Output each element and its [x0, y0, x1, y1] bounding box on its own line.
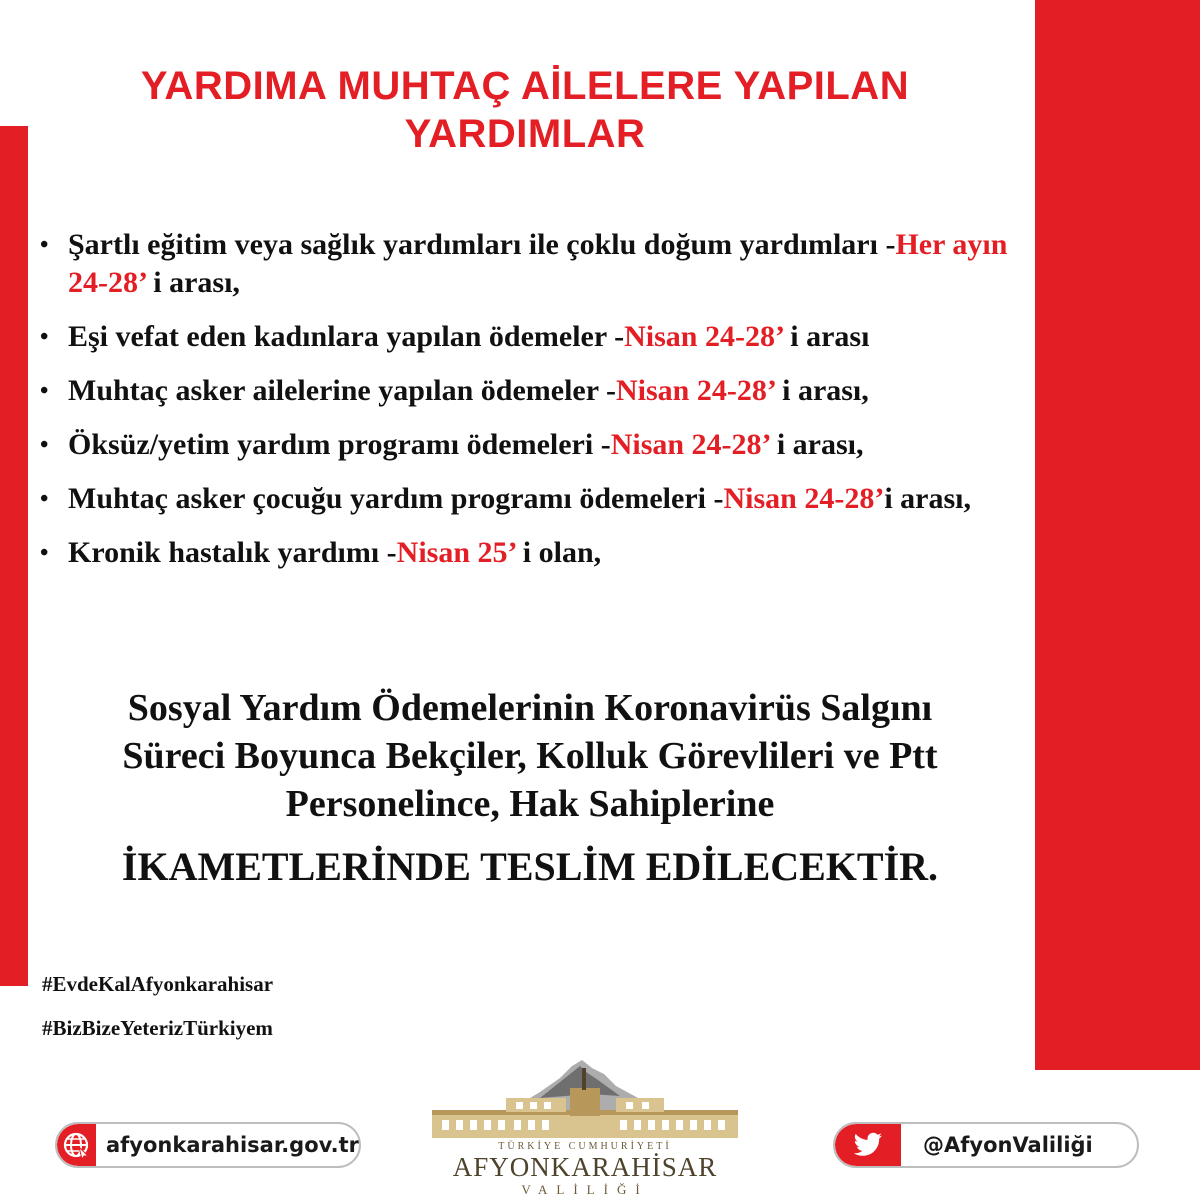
notice-line-3: Personelince, Hak Sahiplerine [285, 783, 775, 825]
hashtag-bizbize[interactable]: #BizBizeYeterizTürkiyem [42, 1016, 273, 1040]
item-date: Nisan 24-28’ [610, 428, 770, 461]
notice-line-1: Sosyal Yardım Ödemelerinin Koronavirüs Salgını [127, 687, 933, 729]
item-suffix: i arası, [884, 482, 971, 515]
castle-illustration-icon [420, 1058, 750, 1142]
page-title [20, 62, 1030, 158]
list-item [36, 226, 1036, 302]
item-text: Kronik hastalık yardımı - [68, 536, 397, 569]
payment-list [36, 226, 1036, 588]
item-text: Öksüz/yetim yardım programı ödemeleri - [68, 428, 611, 461]
notice-text [30, 684, 1030, 828]
list-item [36, 534, 1036, 572]
bullet-icon: • [40, 540, 49, 566]
item-date: Nisan 24-28’ [723, 482, 885, 515]
bullet-icon: • [40, 232, 49, 258]
logo-name: AFYONKARAHİSAR [452, 1152, 718, 1182]
website-link[interactable] [55, 1122, 361, 1168]
title-line-1: YARDIMA MUHTAÇ AİLELERE YAPILAN [140, 64, 910, 108]
item-suffix: i arası, [769, 428, 864, 461]
item-date: Nisan 25’ [396, 536, 516, 569]
item-text: Muhtaç asker ailelerine yapılan ödemeler - [68, 374, 616, 407]
valilik-logo [420, 1058, 750, 1200]
list-item [36, 318, 1036, 356]
notice-line-2: Süreci Boyunca Bekçiler, Kolluk Görevlileri ve Ptt [122, 735, 938, 777]
item-date: Nisan 24-28’ [624, 320, 783, 353]
item-text: Muhtaç asker çocuğu yardım programı ödemeleri - [68, 482, 724, 515]
bullet-icon: • [40, 324, 49, 350]
twitter-handle: @AfyonValiliği [923, 1133, 1093, 1157]
item-suffix: i arası, [145, 266, 240, 299]
item-text: Eşi vefat eden kadınlara yapılan ödemeler - [68, 320, 625, 353]
hashtag-evdekal[interactable]: #EvdeKalAfyonkarahisar [42, 972, 274, 996]
left-red-bar [0, 126, 28, 986]
item-date: Her ayın 24-28’ [68, 228, 1008, 299]
twitter-link[interactable] [833, 1122, 1139, 1168]
bullet-icon: • [40, 378, 49, 404]
notice-emphasis: İKAMETLERİNDE TESLİM EDİLECEKTİR. [121, 844, 939, 889]
title-line-2: YARDIMLAR [404, 112, 646, 156]
item-date: Nisan 24-28’ [615, 374, 775, 407]
twitter-bird-icon [835, 1124, 901, 1166]
list-item [36, 480, 1036, 518]
website-text: afyonkarahisar.gov.tr [105, 1133, 359, 1157]
item-suffix: i arası, [774, 374, 869, 407]
list-item [36, 426, 1036, 464]
bullet-icon: • [40, 486, 49, 512]
right-red-bar [1035, 0, 1200, 1070]
logo-country: TÜRKİYE CUMHURİYETİ [498, 1141, 672, 1152]
bullet-icon: • [40, 432, 49, 458]
logo-office: VALİLİĞİ [521, 1182, 649, 1197]
item-suffix: i arası [782, 320, 870, 353]
globe-icon [57, 1124, 96, 1166]
list-item [36, 372, 1036, 410]
item-suffix: i olan, [515, 536, 602, 569]
item-text: Şartlı eğitim veya sağlık yardımları ile çoklu doğum yardımları - [68, 228, 896, 261]
